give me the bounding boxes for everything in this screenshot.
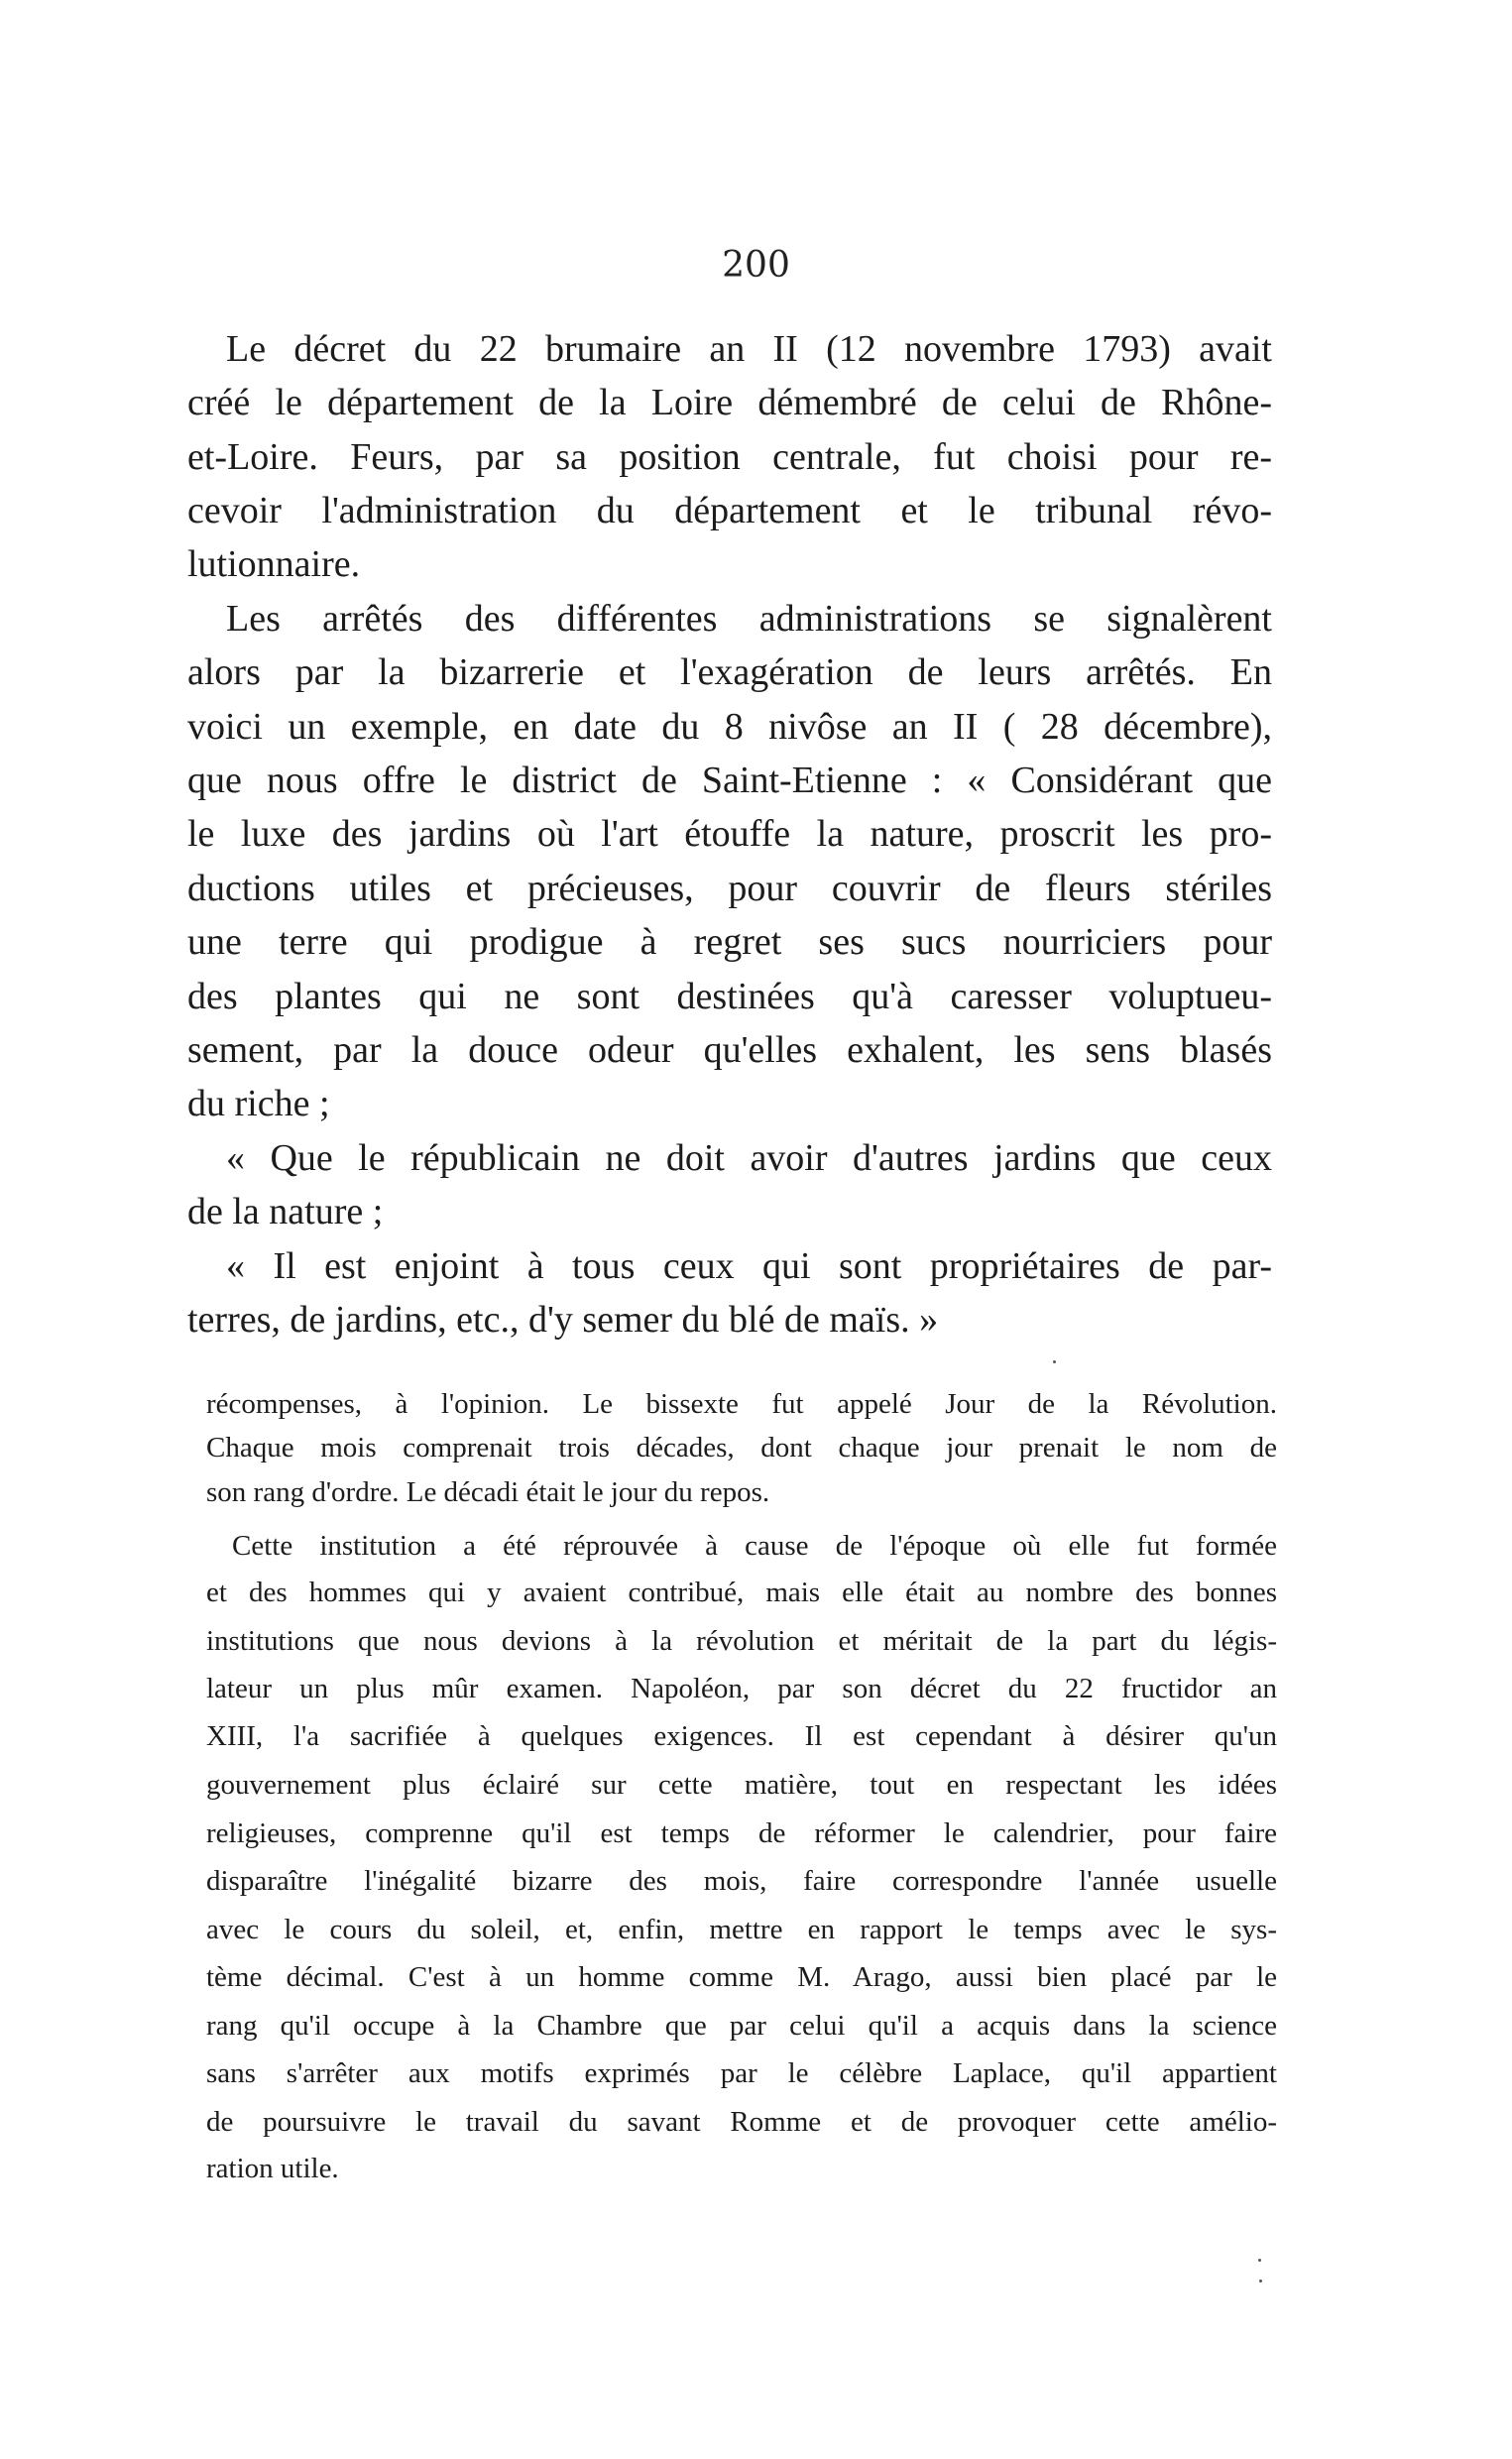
main-text-line: des plantes qui ne sont destinées qu'à caresser voluptueu- — [187, 976, 1272, 1017]
main-text-line: « Que le républicain ne doit avoir d'autres jardins que ceux — [226, 1137, 1272, 1179]
footnote-line: disparaître l'inégalité bizarre des mois, faire correspondre l'année usuelle — [206, 1865, 1277, 1897]
footnote-line: rang qu'il occupe à la Chambre que par celui qu'il a acquis dans la science — [206, 2010, 1277, 2042]
main-text-line: ductions utiles et précieuses, pour couvrir de fleurs stériles — [187, 868, 1272, 909]
footnote-line: sans s'arrêter aux motifs exprimés par le célèbre Laplace, qu'il appartient — [206, 2057, 1277, 2089]
main-text-line: créé le département de la Loire démembré de celui de Rhône- — [187, 382, 1272, 423]
footnote-line: de poursuivre le travail du savant Romme et de provoquer cette amélio- — [206, 2106, 1277, 2138]
footnote-line: religieuses, comprenne qu'il est temps de réformer le calendrier, pour faire — [206, 1817, 1277, 1849]
footnote-line: récompenses, à l'opinion. Le bissexte fut appelé Jour de la Révolution. — [206, 1388, 1277, 1420]
ink-speck — [1258, 2259, 1261, 2262]
main-text-line: « Il est enjoint à tous ceux qui sont propriétaires de par- — [226, 1245, 1272, 1287]
ink-speck — [1259, 2280, 1262, 2283]
ink-speck — [1053, 1360, 1056, 1363]
footnote-line: et des hommes qui y avaient contribué, mais elle était au nombre des bonnes — [206, 1577, 1277, 1608]
main-text-line: alors par la bizarrerie et l'exagération de leurs arrêtés. En — [187, 651, 1272, 693]
main-text-line: voici un exemple, en date du 8 nivôse an II ( 28 décembre), — [187, 706, 1272, 748]
footnote-line: Chaque mois comprenait trois décades, dont chaque jour prenait le nom de — [206, 1432, 1277, 1464]
main-text-line: du riche ; — [187, 1083, 330, 1124]
main-text-line: lutionnaire. — [187, 543, 361, 585]
main-text-line: que nous offre le district de Saint-Etienne : « Considérant que — [187, 760, 1272, 801]
footnote-line: son rang d'ordre. Le décadi était le jour du repos. — [206, 1476, 770, 1508]
footnote-line: avec le cours du soleil, et, enfin, mettre en rapport le temps avec le sys- — [206, 1914, 1277, 1945]
footnote-line: XIII, l'a sacrifiée à quelques exigences. Il est cependant à désirer qu'un — [206, 1720, 1277, 1752]
footnote-line: lateur un plus mûr examen. Napoléon, par son décret du 22 fructidor an — [206, 1673, 1277, 1704]
main-text-line: terres, de jardins, etc., d'y semer du blé de maïs. » — [187, 1299, 939, 1341]
page-number: 200 — [722, 245, 790, 286]
main-text-line: sement, par la douce odeur qu'elles exhalent, les sens blasés — [187, 1029, 1272, 1071]
footnote-line: institutions que nous devions à la révolution et méritait de la part du légis- — [206, 1625, 1277, 1657]
main-text-line: de la nature ; — [187, 1191, 384, 1232]
footnote-line: gouvernement plus éclairé sur cette matière, tout en respectant les idées — [206, 1769, 1277, 1801]
main-text-line: une terre qui prodigue à regret ses sucs nourriciers pour — [187, 921, 1272, 963]
main-text-line: Le décret du 22 brumaire an II (12 novembre 1793) avait — [226, 328, 1272, 370]
main-text-line: le luxe des jardins où l'art étouffe la nature, proscrit les pro- — [187, 813, 1272, 855]
main-text-line: cevoir l'administration du département et le tribunal révo- — [187, 490, 1272, 531]
main-text-line: et-Loire. Feurs, par sa position centrale, fut choisi pour re- — [187, 436, 1272, 478]
footnote-line: ration utile. — [206, 2153, 339, 2184]
main-text-line: Les arrêtés des différentes administrations se signalèrent — [226, 598, 1272, 640]
footnote-line: tème décimal. C'est à un homme comme M. Arago, aussi bien placé par le — [206, 1961, 1277, 1993]
footnote-line: Cette institution a été réprouvée à cause de l'époque où elle fut formée — [232, 1530, 1277, 1562]
